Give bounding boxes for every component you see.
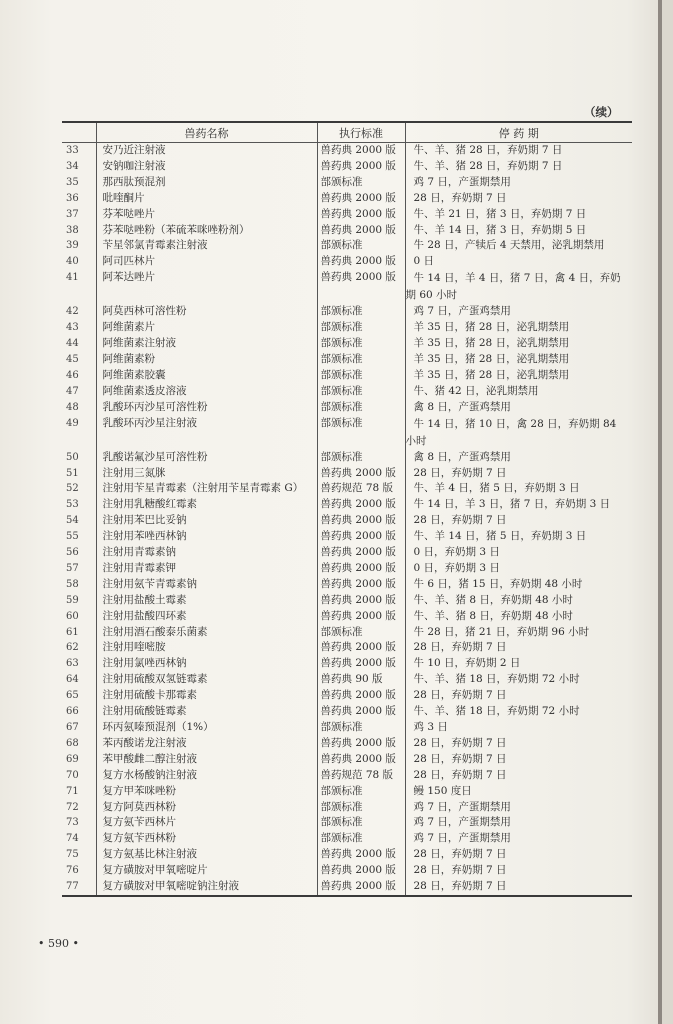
standard-cell: 兽药典 2000 版 — [317, 143, 405, 159]
table-row — [62, 191, 632, 207]
row-number: 46 — [66, 369, 79, 381]
withdrawal-period-cell: 28 日，弃奶期 7 日 — [405, 191, 632, 207]
drug-name-cell: 注射用硫酸链霉素 — [96, 704, 317, 720]
drug-name-cell: 复方水杨酸钠注射液 — [96, 768, 317, 784]
drug-name-cell: 阿司匹林片 — [96, 254, 317, 270]
withdrawal-period-cell: 鸡 7 日，产蛋期禁用 — [405, 175, 632, 191]
standard-cell: 部颁标准 — [317, 336, 405, 352]
table-row — [62, 656, 632, 672]
drug-name-cell: 苯丙酸诺龙注射液 — [96, 736, 317, 752]
standard-cell: 部颁标准 — [317, 625, 405, 641]
row-number: 33 — [66, 145, 79, 156]
standard-cell: 兽药典 2000 版 — [317, 593, 405, 609]
table-row — [62, 720, 632, 736]
standard-cell: 兽药典 2000 版 — [317, 191, 405, 207]
drug-name-cell: 复方甲苯咪唑粉 — [96, 784, 317, 800]
row-number: 41 — [66, 272, 79, 284]
row-number: 45 — [66, 353, 79, 365]
table-row — [62, 640, 632, 656]
row-number: 68 — [66, 737, 79, 749]
standard-cell: 部颁标准 — [317, 815, 405, 831]
drug-name-cell: 注射用苯巴比妥钠 — [96, 513, 317, 529]
drug-name-cell: 注射用苯唑西林钠 — [96, 529, 317, 545]
standard-cell: 部颁标准 — [317, 831, 405, 847]
withdrawal-period-cell: 28 日，弃奶期 7 日 — [405, 466, 632, 482]
drug-name-cell: 吡喹酮片 — [96, 191, 317, 207]
withdrawal-period-cell: 28 日，弃奶期 7 日 — [405, 879, 632, 895]
withdrawal-period-cell: 羊 35 日，猪 28 日，泌乳期禁用 — [405, 320, 632, 336]
row-number: 75 — [66, 849, 79, 861]
drug-name-cell: 注射用氨苄青霉素钠 — [96, 577, 317, 593]
row-number: 61 — [66, 626, 79, 638]
drug-name-cell: 复方阿莫西林粉 — [96, 800, 317, 816]
row-number: 53 — [66, 499, 79, 511]
standard-cell: 兽药典 2000 版 — [317, 879, 405, 895]
standard-cell: 兽药典 90 版 — [317, 672, 405, 688]
standard-cell: 部颁标准 — [317, 450, 405, 466]
standard-cell: 兽药典 2000 版 — [317, 847, 405, 863]
header-number — [62, 123, 96, 143]
withdrawal-period-cell: 28 日，弃奶期 7 日 — [405, 863, 632, 879]
table-row — [62, 847, 632, 863]
standard-cell: 兽药典 2000 版 — [317, 752, 405, 768]
withdrawal-period-cell: 牛、羊、猪 8 日，弃奶期 48 小时 — [405, 593, 632, 609]
withdrawal-period-cell: 牛 10 日，弃奶期 2 日 — [405, 656, 632, 672]
standard-cell: 兽药典 2000 版 — [317, 736, 405, 752]
table-row — [62, 736, 632, 752]
drug-name-cell: 芬苯哒唑粉（苯硫苯咪唑粉剂） — [96, 223, 317, 239]
standard-cell: 兽药典 2000 版 — [317, 207, 405, 223]
drug-name-cell: 苯甲酸雌二醇注射液 — [96, 752, 317, 768]
standard-cell: 部颁标准 — [317, 352, 405, 368]
withdrawal-period-cell: 28 日，弃奶期 7 日 — [405, 688, 632, 704]
row-number: 55 — [66, 531, 79, 543]
standard-cell: 兽药典 2000 版 — [317, 545, 405, 561]
standard-cell: 兽药典 2000 版 — [317, 223, 405, 239]
drug-name-cell: 阿维菌素透皮溶液 — [96, 384, 317, 400]
table-row — [62, 752, 632, 768]
standard-cell: 兽药典 2000 版 — [317, 577, 405, 593]
withdrawal-period-cell: 0 日，弃奶期 3 日 — [405, 545, 632, 561]
table-body — [62, 143, 632, 895]
row-number: 52 — [66, 483, 79, 495]
row-number: 60 — [66, 610, 79, 622]
drug-name-cell: 复方氨苄西林粉 — [96, 831, 317, 847]
withdrawal-period-cell: 鳗 150 度日 — [405, 784, 632, 800]
table-row — [62, 254, 632, 270]
drug-name-cell: 阿维菌素粉 — [96, 352, 317, 368]
withdrawal-line-1: 牛 14 日，羊 4 日，猪 7 日，禽 4 日，弃奶 — [413, 272, 621, 285]
drug-name-cell: 注射用乳糖酸红霉素 — [96, 497, 317, 513]
withdrawal-period-cell: 28 日，弃奶期 7 日 — [405, 736, 632, 752]
withdrawal-period-cell: 牛、羊、猪 18 日，弃奶期 72 小时 — [405, 704, 632, 720]
row-number: 49 — [66, 417, 79, 429]
drug-name-cell: 环丙氨嗪预混剂（1%） — [96, 720, 317, 736]
row-number: 35 — [66, 176, 79, 188]
withdrawal-period-cell: 鸡 7 日，产蛋期禁用 — [405, 815, 632, 831]
drug-name-cell: 安钠咖注射液 — [96, 159, 317, 175]
drug-name-cell: 那西肽预混剂 — [96, 175, 317, 191]
withdrawal-line-2: 期 60 小时 — [405, 289, 458, 302]
standard-cell: 兽药典 2000 版 — [317, 640, 405, 656]
withdrawal-period-cell: 羊 35 日，猪 28 日，泌乳期禁用 — [405, 368, 632, 384]
drug-name-cell: 安乃近注射液 — [96, 143, 317, 159]
table-row — [62, 704, 632, 720]
withdrawal-period-cell: 0 日 — [405, 254, 632, 270]
standard-cell: 兽药典 2000 版 — [317, 609, 405, 625]
header-drug-name: 兽药名称 — [96, 123, 317, 143]
withdrawal-period-cell: 牛、羊、猪 28 日，弃奶期 7 日 — [405, 143, 632, 159]
withdrawal-period-cell: 牛、羊 14 日，猪 3 日，弃奶期 5 日 — [405, 223, 632, 239]
standard-cell: 兽药典 2000 版 — [317, 529, 405, 545]
drug-name-cell: 注射用青霉素钾 — [96, 561, 317, 577]
drug-name-cell: 乳酸环丙沙星注射液 — [96, 416, 317, 450]
row-number: 58 — [66, 578, 79, 590]
withdrawal-period-cell: 禽 8 日，产蛋鸡禁用 — [405, 400, 632, 416]
row-number: 67 — [66, 722, 79, 733]
drug-name-cell: 注射用喹嘧胺 — [96, 640, 317, 656]
drug-name-cell: 复方氨基比林注射液 — [96, 847, 317, 863]
table-row — [62, 450, 632, 466]
row-number: 47 — [66, 385, 79, 397]
table-row — [62, 609, 632, 625]
table-row — [62, 207, 632, 223]
row-number: 63 — [66, 658, 79, 670]
withdrawal-period-cell: 牛、羊、猪 28 日，弃奶期 7 日 — [405, 159, 632, 175]
table-row — [62, 672, 632, 688]
drug-name-cell: 苄星邻氯青霉素注射液 — [96, 238, 317, 254]
drug-name-cell: 阿维菌素注射液 — [96, 336, 317, 352]
table-header-row — [62, 123, 632, 143]
row-number: 70 — [66, 769, 79, 781]
table-row — [62, 143, 632, 159]
drug-name-cell: 阿维菌素片 — [96, 320, 317, 336]
standard-cell: 兽药典 2000 版 — [317, 656, 405, 672]
continued-label: （续） — [584, 105, 619, 119]
row-number: 38 — [66, 224, 79, 236]
drug-name-cell: 复方磺胺对甲氧嘧啶钠注射液 — [96, 879, 317, 895]
withdrawal-period-cell: 0 日，弃奶期 3 日 — [405, 561, 632, 577]
row-number: 37 — [66, 208, 79, 220]
table-row — [62, 625, 632, 641]
drug-name-cell: 注射用三氮脒 — [96, 466, 317, 482]
drug-name-cell: 阿莫西林可溶性粉 — [96, 304, 317, 320]
row-number: 51 — [66, 467, 79, 479]
drug-name-cell: 复方磺胺对甲氧嘧啶片 — [96, 863, 317, 879]
standard-cell: 部颁标准 — [317, 368, 405, 384]
withdrawal-period-cell — [405, 270, 632, 304]
standard-cell: 兽药典 2000 版 — [317, 497, 405, 513]
withdrawal-period-cell: 28 日，弃奶期 7 日 — [405, 752, 632, 768]
row-number: 64 — [66, 674, 79, 686]
row-number: 34 — [66, 160, 79, 172]
standard-cell: 兽药典 2000 版 — [317, 513, 405, 529]
table-row — [62, 368, 632, 384]
table-row — [62, 497, 632, 513]
drug-name-cell: 阿维菌素胶囊 — [96, 368, 317, 384]
standard-cell: 兽药典 2000 版 — [317, 688, 405, 704]
table-row — [62, 768, 632, 784]
withdrawal-period-cell: 28 日，弃奶期 7 日 — [405, 847, 632, 863]
drug-name-cell: 芬苯哒唑片 — [96, 207, 317, 223]
withdrawal-period-cell: 鸡 7 日，产蛋期禁用 — [405, 800, 632, 816]
standard-cell: 兽药规范 78 版 — [317, 481, 405, 497]
withdrawal-period-cell: 牛 28 日，猪 21 日，弃奶期 96 小时 — [405, 625, 632, 641]
withdrawal-period-cell: 牛、羊 21 日，猪 3 日，弃奶期 7 日 — [405, 207, 632, 223]
standard-cell: 部颁标准 — [317, 320, 405, 336]
drug-name-cell: 注射用氯唑西林钠 — [96, 656, 317, 672]
withdrawal-period-cell: 鸡 7 日，产蛋鸡禁用 — [405, 304, 632, 320]
table-row — [62, 352, 632, 368]
row-number: 56 — [66, 547, 79, 559]
table-row — [62, 529, 632, 545]
withdrawal-period-table — [62, 121, 632, 897]
table-row — [62, 831, 632, 847]
row-number: 43 — [66, 322, 79, 334]
page-number: • 590 • — [38, 937, 79, 950]
drug-name-cell: 注射用青霉素钠 — [96, 545, 317, 561]
header-withdrawal-period: 停 药 期 — [405, 123, 632, 143]
table-row — [62, 270, 632, 304]
table-row — [62, 159, 632, 175]
table-row — [62, 577, 632, 593]
withdrawal-period-cell: 鸡 3 日 — [405, 720, 632, 736]
standard-cell: 部颁标准 — [317, 720, 405, 736]
withdrawal-period-cell: 羊 35 日，猪 28 日，泌乳期禁用 — [405, 336, 632, 352]
withdrawal-period-cell: 禽 8 日，产蛋鸡禁用 — [405, 450, 632, 466]
standard-cell: 部颁标准 — [317, 784, 405, 800]
table-row — [62, 513, 632, 529]
table-row — [62, 238, 632, 254]
withdrawal-period-cell: 牛、猪 42 日，泌乳期禁用 — [405, 384, 632, 400]
row-number: 40 — [66, 256, 79, 268]
table-row — [62, 815, 632, 831]
row-number: 42 — [66, 306, 79, 318]
withdrawal-period-cell: 牛、羊、猪 18 日，弃奶期 72 小时 — [405, 672, 632, 688]
withdrawal-period-cell: 牛 28 日，产犊后 4 天禁用，泌乳期禁用 — [405, 238, 632, 254]
drug-name-cell: 注射用酒石酸泰乐菌素 — [96, 625, 317, 641]
standard-cell: 部颁标准 — [317, 800, 405, 816]
standard-cell: 兽药典 2000 版 — [317, 254, 405, 270]
drug-name-cell: 注射用硫酸双氢链霉素 — [96, 672, 317, 688]
table-row — [62, 304, 632, 320]
row-number: 74 — [66, 833, 79, 845]
standard-cell: 兽药典 2000 版 — [317, 466, 405, 482]
standard-cell: 部颁标准 — [317, 238, 405, 254]
adjacent-page-strip — [662, 0, 673, 1024]
standard-cell: 兽药典 2000 版 — [317, 159, 405, 175]
row-number: 77 — [66, 881, 79, 893]
table-row — [62, 593, 632, 609]
standard-cell: 部颁标准 — [317, 304, 405, 320]
standard-cell: 部颁标准 — [317, 400, 405, 416]
table-row — [62, 336, 632, 352]
withdrawal-period-cell: 牛、羊、猪 8 日，弃奶期 48 小时 — [405, 609, 632, 625]
table-row — [62, 416, 632, 450]
row-number: 39 — [66, 240, 79, 252]
withdrawal-period-cell: 羊 35 日，猪 28 日，泌乳期禁用 — [405, 352, 632, 368]
standard-cell: 兽药典 2000 版 — [317, 863, 405, 879]
drug-name-cell: 注射用盐酸土霉素 — [96, 593, 317, 609]
standard-cell: 兽药典 2000 版 — [317, 561, 405, 577]
table-row — [62, 466, 632, 482]
table-row — [62, 481, 632, 497]
standard-cell: 兽药规范 78 版 — [317, 768, 405, 784]
table-row — [62, 561, 632, 577]
row-number: 73 — [66, 817, 79, 829]
row-number: 36 — [66, 192, 79, 204]
drug-name-cell: 乳酸环丙沙星可溶性粉 — [96, 400, 317, 416]
table-row — [62, 879, 632, 895]
withdrawal-period-cell: 牛 14 日，羊 3 日，猪 7 日，弃奶期 3 日 — [405, 497, 632, 513]
row-number: 50 — [66, 451, 79, 463]
table-row — [62, 175, 632, 191]
table-row — [62, 784, 632, 800]
row-number: 72 — [66, 801, 79, 813]
row-number: 62 — [66, 642, 79, 654]
table-row — [62, 223, 632, 239]
standard-cell: 部颁标准 — [317, 175, 405, 191]
row-number: 76 — [66, 865, 79, 877]
withdrawal-period-cell: 28 日，弃奶期 7 日 — [405, 513, 632, 529]
withdrawal-period-cell — [405, 416, 632, 450]
row-number: 54 — [66, 515, 79, 527]
withdrawal-period-cell: 牛、羊 4 日，猪 5 日，弃奶期 3 日 — [405, 481, 632, 497]
withdrawal-period-cell: 鸡 7 日，产蛋期禁用 — [405, 831, 632, 847]
table-row — [62, 400, 632, 416]
drug-name-cell: 注射用苄星青霉素（注射用苄星青霉素 G） — [96, 481, 317, 497]
row-number: 57 — [66, 562, 79, 574]
standard-cell: 兽药典 2000 版 — [317, 704, 405, 720]
table-row — [62, 320, 632, 336]
drug-name-cell: 注射用盐酸四环素 — [96, 609, 317, 625]
row-number: 59 — [66, 594, 79, 606]
withdrawal-period-cell: 28 日，弃奶期 7 日 — [405, 640, 632, 656]
withdrawal-line-2: 小时 — [405, 434, 427, 447]
standard-cell: 兽药典 2000 版 — [317, 270, 405, 304]
drug-name-cell: 阿苯达唑片 — [96, 270, 317, 304]
withdrawal-period-cell: 牛 6 日，猪 15 日，弃奶期 48 小时 — [405, 577, 632, 593]
standard-cell: 部颁标准 — [317, 416, 405, 450]
row-number: 71 — [66, 785, 79, 797]
row-number: 44 — [66, 338, 79, 350]
row-number: 66 — [66, 706, 79, 718]
drug-name-cell: 乳酸诺氟沙星可溶性粉 — [96, 450, 317, 466]
table-row — [62, 688, 632, 704]
table-row — [62, 545, 632, 561]
withdrawal-period-cell: 28 日，弃奶期 7 日 — [405, 768, 632, 784]
table-row — [62, 863, 632, 879]
standard-cell: 部颁标准 — [317, 384, 405, 400]
table-row — [62, 800, 632, 816]
table-row — [62, 384, 632, 400]
header-standard: 执行标准 — [317, 123, 405, 143]
row-number: 69 — [66, 753, 79, 765]
row-number: 48 — [66, 401, 79, 413]
drug-name-cell: 注射用硫酸卡那霉素 — [96, 688, 317, 704]
drug-name-cell: 复方氨苄西林片 — [96, 815, 317, 831]
withdrawal-line-1: 牛 14 日，猪 10 日，禽 28 日，弃奶期 84 — [413, 417, 617, 430]
row-number: 65 — [66, 690, 79, 702]
withdrawal-period-cell: 牛、羊 14 日，猪 5 日，弃奶期 3 日 — [405, 529, 632, 545]
table-bottom-rule — [62, 895, 632, 897]
